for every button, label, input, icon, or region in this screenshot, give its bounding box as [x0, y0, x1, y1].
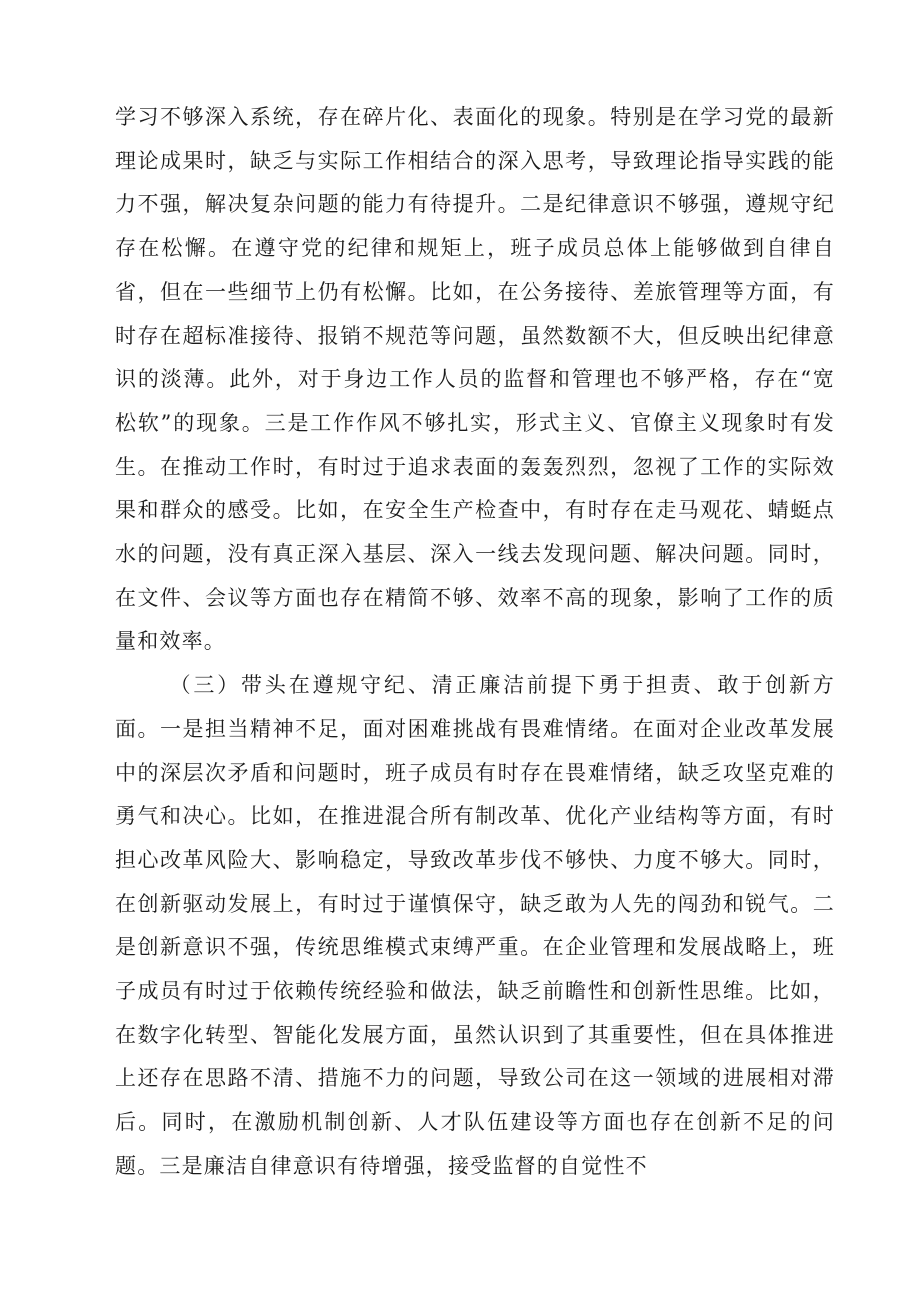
paragraph-continuation: 学习不够深入系统，存在碎片化、表面化的现象。特别是在学习党的最新理论成果时，缺乏与实际工作相结合的深入思考，导致理论指导实践的能力不强，解决复杂问题的能力有待提升。二是纪律意识不够强，遵规守纪存在松懈。在遵守党的纪律和规矩上，班子成员总体上能够做到自律自省，但在一些细节上仍有松懈。比如，在公务接待、差旅管理等方面，有时存在超标准接待、报销不规范等问题，虽然数额不大，但反映出纪律意识的淡薄。此外，对于身边工作人员的监督和管理也不够严格，存在“宽松软”的现象。三是工作作风不够扎实，形式主义、官僚主义现象时有发生。在推动工作时，有时过于追求表面的轰轰烈烈，忽视了工作的实际效果和群众的感受。比如，在安全生产检查中，有时存在走马观花、蜻蜓点水的问题，没有真正深入基层、深入一线去发现问题、解决问题。同时，在文件、会议等方面也存在精简不够、效率不高的现象，影响了工作的质量和效率。 [115, 105, 835, 654]
paragraph-section-three: （三）带头在遵规守纪、清正廉洁前提下勇于担责、敢于创新方面。一是担当精神不足，面对困难挑战有畏难情绪。在面对企业改革发展中的深层次矛盾和问题时，班子成员有时存在畏难情绪，缺乏攻坚克难的勇气和决心。比如，在推进混合所有制改革、优化产业结构等方面，有时担心改革风险大、影响稳定，导致改革步伐不够快、力度不够大。同时，在创新驱动发展上，有时过于谨慎保守，缺乏敢为人先的闯劲和锐气。二是创新意识不强，传统思维模式束缚严重。在企业管理和发展战略上，班子成员有时过于依赖传统经验和做法，缺乏前瞻性和创新性思维。比如，在数字化转型、智能化发展方面，虽然认识到了其重要性，但在具体推进上还存在思路不清、措施不力的问题，导致公司在这一领域的进展相对滞后。同时，在激励机制创新、人才队伍建设等方面也存在创新不足的问题。三是廉洁自律意识有待增强，接受监督的自觉性不 [115, 673, 835, 1178]
document-body [115, 96, 835, 1189]
